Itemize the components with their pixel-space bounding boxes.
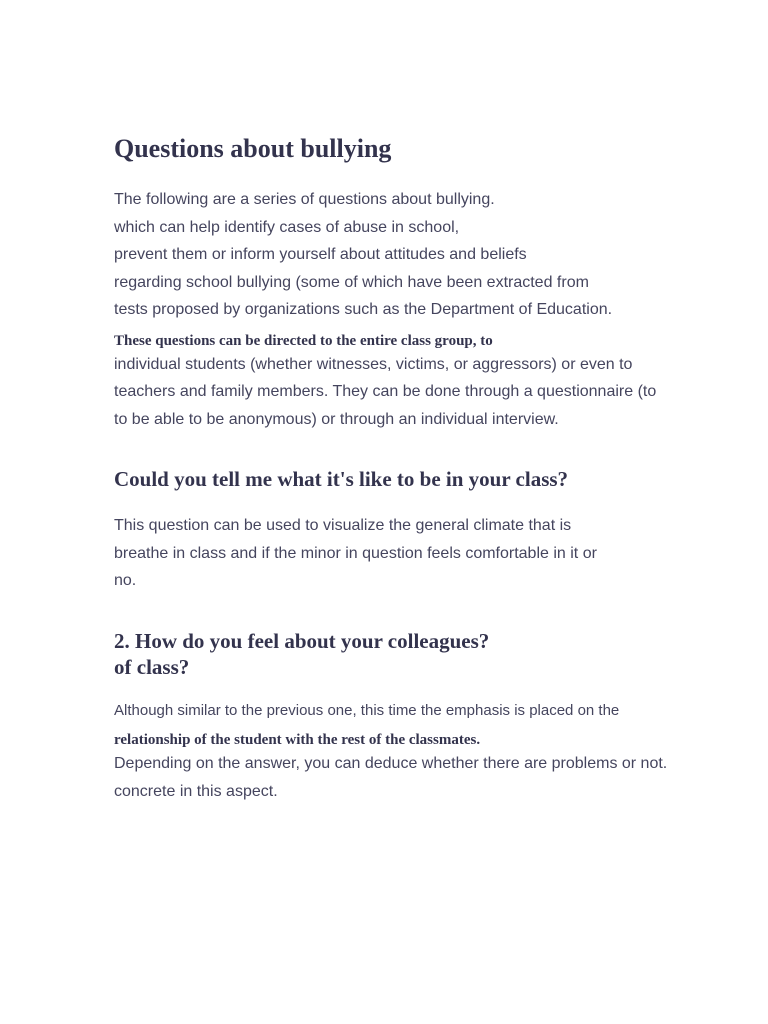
intro-line: The following are a series of questions about bullying. [114,191,495,208]
heading-line: 2. How do you feel about your colleagues? [114,628,490,653]
heading-line: Could you tell me what it's like to be in your class? [114,467,569,491]
intro-line: tests proposed by organizations such as the Department of Education. [114,301,613,318]
intro-line: regarding school bullying (some of which have been extracted from [114,273,589,291]
body-line: concrete in this aspect. [114,782,278,800]
note-line: teachers and family members. They can be done through a questionnaire (to [114,383,657,400]
note-line: to be able to be anonymous) or through an individual interview. [114,410,559,428]
bold-note: These questions can be directed to the entire class group, to [114,332,493,349]
section-2-body [114,750,704,806]
body-line: no. [114,572,137,589]
section-1-heading [114,466,704,492]
heading-line: of class? [114,654,190,679]
section-2-small-line: Although similar to the previous one, this time the emphasis is placed on the [114,701,620,719]
body-line: breathe in class and if the minor in question feels comfortable in it or [114,544,597,562]
section-1-body [114,512,704,595]
body-line: Depending on the answer, you can deduce whether there are problems or not. [114,754,668,772]
document-page [114,132,704,806]
body-line: This question can be used to visualize the general climate that is [114,517,572,534]
note-paragraph [114,351,704,434]
note-line: individual students (whether witnesses, victims, or aggressors) or even to [114,355,633,373]
section-2-heading [114,628,704,680]
intro-line: which can help identify cases of abuse in school, [114,218,460,236]
document-title: Questions about bullying [114,134,392,163]
intro-line: prevent them or inform yourself about attitudes and beliefs [114,246,527,263]
intro-paragraph [114,186,704,324]
section-2-bold-line: relationship of the student with the rest of the classmates. [114,731,481,748]
